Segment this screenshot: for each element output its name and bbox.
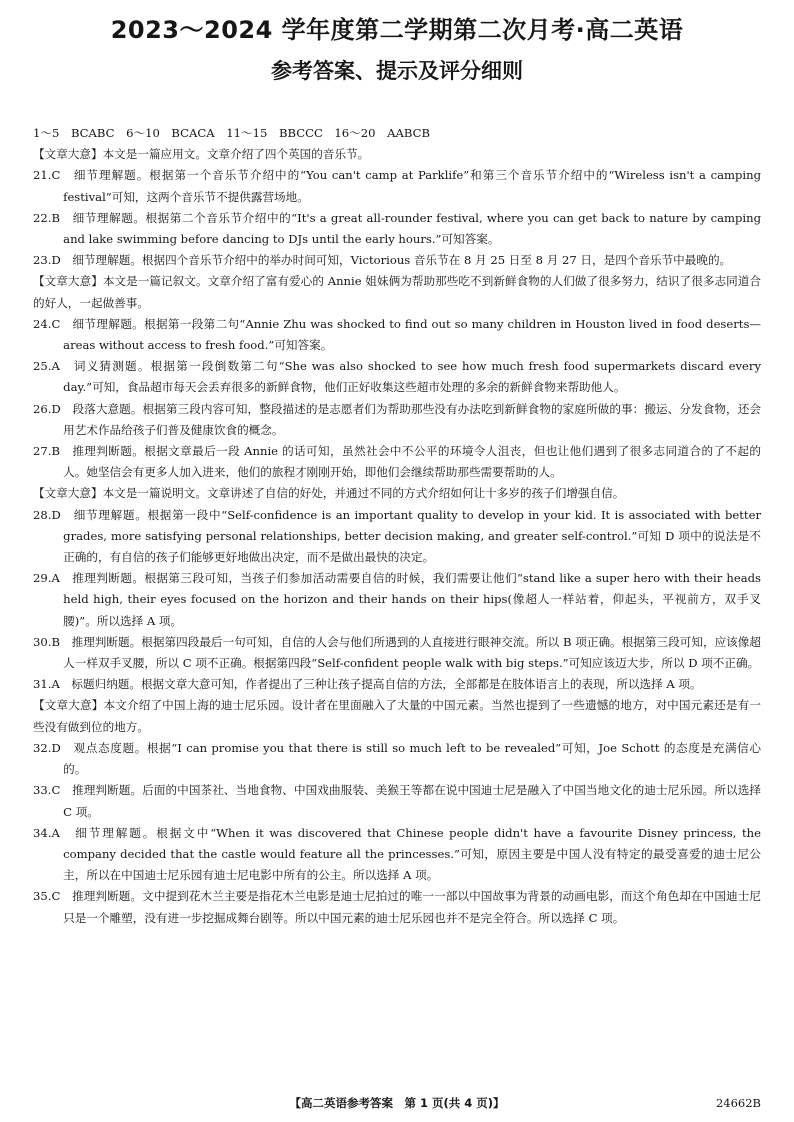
answer-explanation: 28.D 细节理解题。根据第一段中“Self-confidence is an important quality to develop in your kid. It is associated with better grades, more satisfying personal relationships, better decision making, and greater self-control.”可知 D 项中的说法是不正确的，有自信的孩子们能够更好地做出决定，而不是做出最快的决定。 xyxy=(33,507,761,565)
answer-explanation: 23.D 细节理解题。根据四个音乐节介绍中的举办时间可知，Victorious 音乐节在 8 月 25 日至 8 月 27 日，是四个音乐节中最晚的。 xyxy=(33,253,732,268)
answer-explanation: 22.B 细节理解题。根据第二个音乐节介绍中的“It's a great all-rounder festival, where you can get back to nature by camping and lake swimming before dancing to DJs until the early hours.”可知答案。 xyxy=(33,210,761,247)
answer-key-line: 1～5 BCABC 6～10 BCACA 11～15 BBCCC 16～20 AABCB xyxy=(33,126,430,140)
answer-explanation: 25.A 词义猜测题。根据第一段倒数第二句“She was also shocked to see how much fresh food supermarkets discard every day.”可知，食品超市每天会丢弃很多的新鲜食物，他们正好收集这些超市处理的多余的新鲜食物来帮助他人。 xyxy=(33,359,761,395)
article-summary: 【文章大意】本文介绍了中国上海的迪士尼乐园。设计者在里面融入了大量的中国元素。当然也提到了一些遗憾的地方，对中国元素还是有一些没有做到位的地方。 xyxy=(33,698,761,734)
answer-explanation: 30.B 推理判断题。根据第四段最后一句可知，自信的人会与他们所遇到的人直接进行眼神交流。所以 B 项正确。根据第三段可知，应该像超人一样双手叉腰，所以 C 项不正确。根据第四段“Self-confident people walk with big steps.”可知应该迈大步，所以 D 项不正确。 xyxy=(33,634,761,671)
answer-explanation: 32.D 观点态度题。根据“I can promise you that there is still so much left to be revealed”可知，Joe Schott 的态度是充满信心的。 xyxy=(33,740,761,777)
article-summary: 【文章大意】本文是一篇说明文。文章讲述了自信的好处，并通过不同的方式介绍如何让十多岁的孩子们增强自信。 xyxy=(33,486,625,501)
answer-explanation: 33.C 推理判断题。后面的中国茶社、当地食物、中国戏曲服装、美猴王等都在说中国迪士尼是融入了中国当地文化的迪士尼乐园。所以选择 C 项。 xyxy=(33,783,761,819)
answer-explanation: 21.C 细节理解题。根据第一个音乐节介绍中的“You can't camp at Parklife”和第三个音乐节介绍中的“Wireless isn't a camping festival”可知，这两个音乐节不提供露营场地。 xyxy=(33,168,761,204)
answer-explanation: 31.A 标题归纳题。根据文章大意可知，作者提出了三种让孩子提高自信的方法，全部都是在肢体语言上的表现，所以选择 A 项。 xyxy=(33,677,702,692)
page-footer xyxy=(0,1093,794,1113)
answer-explanation: 27.B 推理判断题。根据文章最后一段 Annie 的话可知，虽然社会中不公平的环境令人沮丧，但也让他们遇到了很多志同道合的了不起的人。她坚信会有更多人加入进来，他们的旅程才刚刚开始，即他们会继续帮助那些需要帮助的人。 xyxy=(33,444,761,480)
answer-explanation: 26.D 段落大意题。根据第三段内容可知，整段描述的是志愿者们为帮助那些没有办法吃到新鲜食物的家庭所做的事：搬运、分发食物，还会用艺术作品给孩子们普及健康饮食的概念。 xyxy=(33,401,761,437)
page-subtitle: 参考答案、提示及评分细则 xyxy=(271,59,523,83)
article-summary: 【文章大意】本文是一篇应用文。文章介绍了四个英国的音乐节。 xyxy=(33,147,370,162)
article-summary: 【文章大意】本文是一篇记叙文。文章介绍了富有爱心的 Annie 姐妹俩为帮助那些吃不到新鲜食物的人们做了很多努力，结识了很多志同道合的好人，一起做善事。 xyxy=(33,274,761,310)
footer-code: 24662B xyxy=(715,1096,761,1110)
answer-explanation: 29.A 推理判断题。根据第三段可知，当孩子们参加活动需要自信的时候，我们需要让他们“stand like a super hero with their heads held high, their eyes focused on the horizon and their hands on their hips(像超人一样站着，仰起头，平视前方，双手叉腰)”。所以选择 A 项。 xyxy=(33,571,761,628)
footer-page-info: 【高二英语参考答案 第 1 页(共 4 页)】 xyxy=(289,1096,505,1110)
answer-explanation: 35.C 推理判断题。文中提到花木兰主要是指花木兰电影是迪士尼拍过的唯一一部以中国故事为背景的动画电影，而这个角色却在中国迪士尼只是一个雕塑，没有进一步挖掘成舞台剧等。所以中国元素的迪士尼乐园也并不是完全符合。所以选择 C 项。 xyxy=(33,889,761,925)
answer-explanation: 24.C 细节理解题。根据第一段第二句“Annie Zhu was shocked to find out so many children in Houston lived in food deserts—areas without access to fresh food.”可知答案。 xyxy=(33,316,761,353)
answer-explanation: 34.A 细节理解题。根据文中“When it was discovered that Chinese people didn't have a favourite Disney princess, the company decided that the castle would feature all the princesses.”可知，原因主要是中国人没有特定的最受喜爱的迪士尼公主，所以在中国迪士尼乐园有迪士尼电影中所有的公主。所以选择 A 项。 xyxy=(33,825,761,883)
page-title: 2023～2024 学年度第二学期第二次月考·高二英语 xyxy=(110,16,684,44)
answer-body xyxy=(33,123,761,929)
